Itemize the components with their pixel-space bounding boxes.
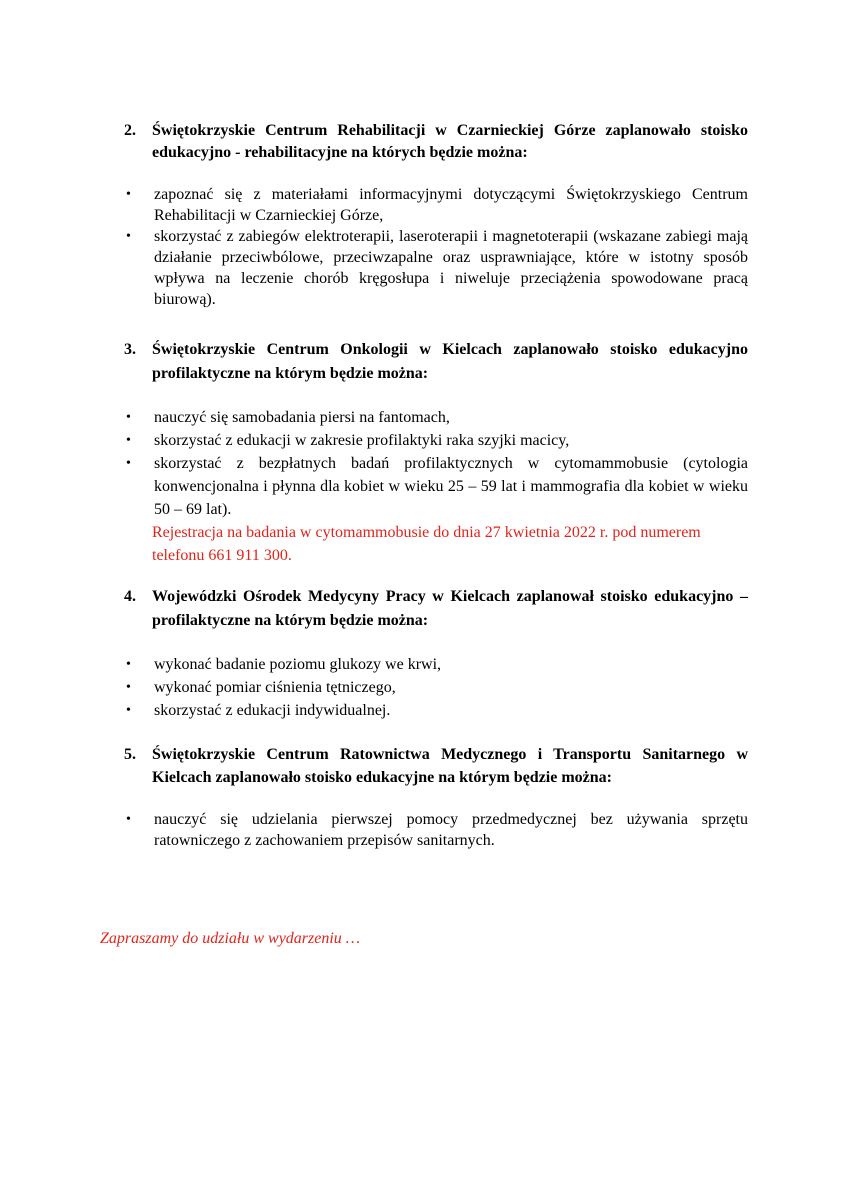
registration-note: Rejestracja na badania w cytomammobusie do dnia 27 kwietnia 2022 r. pod numerem telefonu 661 911 300. bbox=[152, 524, 701, 564]
bullet-icon: • bbox=[126, 410, 131, 425]
bullet-list bbox=[124, 184, 748, 310]
section-heading bbox=[124, 585, 748, 633]
list-item bbox=[124, 406, 748, 429]
list-item bbox=[124, 452, 748, 521]
section-2 bbox=[124, 120, 748, 310]
bullet-icon: • bbox=[126, 433, 131, 448]
bullet-list bbox=[124, 809, 748, 851]
bullet-list bbox=[124, 406, 748, 521]
section-number: 5. bbox=[124, 746, 136, 763]
section-heading bbox=[124, 120, 748, 164]
section-title: Świętokrzyskie Centrum Onkologii w Kielcach zaplanowało stoisko edukacyjno profilaktyczne na którym będzie można: bbox=[152, 341, 748, 382]
list-item bbox=[124, 184, 748, 226]
section-5 bbox=[124, 743, 748, 851]
bullet-icon: • bbox=[126, 657, 131, 672]
bullet-list bbox=[124, 653, 748, 722]
list-item-text: skorzystać z edukacji w zakresie profilaktyki raka szyjki macicy, bbox=[154, 432, 570, 449]
section-title: Wojewódzki Ośrodek Medycyny Pracy w Kielcach zaplanował stoisko edukacyjno – profilaktyczne na którym będzie można: bbox=[152, 588, 748, 629]
bullet-icon: • bbox=[126, 456, 131, 471]
list-item-text: nauczyć się samobadania piersi na fantomach, bbox=[154, 409, 450, 426]
list-item bbox=[124, 226, 748, 310]
bullet-icon: • bbox=[126, 703, 131, 718]
section-title: Świętokrzyskie Centrum Rehabilitacji w Czarnieckiej Górze zaplanowało stoisko edukacyjno - rehabilitacyjne na których będzie można: bbox=[152, 122, 748, 161]
list-item-text: nauczyć się udzielania pierwszej pomocy przedmedycznej bez używania sprzętu ratowniczego z zachowaniem przepisów sanitarnych. bbox=[154, 811, 748, 849]
bullet-icon: • bbox=[126, 229, 131, 244]
list-item-text: zapoznać się z materiałami informacyjnymi dotyczącymi Świętokrzyskiego Centrum Rehabilitacji w Czarnieckiej Górze, bbox=[154, 186, 748, 224]
section-number: 4. bbox=[124, 588, 136, 605]
list-item-text: wykonać pomiar ciśnienia tętniczego, bbox=[154, 679, 396, 696]
list-item bbox=[124, 809, 748, 851]
section-number: 3. bbox=[124, 341, 136, 358]
section-heading bbox=[124, 743, 748, 789]
list-item bbox=[124, 699, 748, 722]
bullet-icon: • bbox=[126, 187, 131, 202]
bullet-icon: • bbox=[126, 680, 131, 695]
section-3 bbox=[124, 338, 748, 567]
list-item-text: skorzystać z edukacji indywidualnej. bbox=[154, 702, 391, 719]
section-title: Świętokrzyskie Centrum Ratownictwa Medycznego i Transportu Sanitarnego w Kielcach zaplanowało stoisko edukacyjne na którym będzie można: bbox=[152, 746, 748, 786]
section-number: 2. bbox=[124, 122, 136, 139]
list-item-text: skorzystać z zabiegów elektroterapii, laseroterapii i magnetoterapii (wskazane zabiegi mają działanie przeciwbólowe, przeciwzapalne oraz usprawniające, które w istotny sposób wpływa na leczenie chorób kręgosłupa i niweluje przeciążenia spowodowane pracą biurową). bbox=[154, 228, 748, 308]
list-item bbox=[124, 676, 748, 699]
list-item bbox=[124, 429, 748, 452]
list-item-text: wykonać badanie poziomu glukozy we krwi, bbox=[154, 656, 442, 673]
bullet-icon: • bbox=[126, 812, 131, 827]
closing-invitation: Zapraszamy do udziału w wydarzeniu … bbox=[100, 930, 361, 947]
list-item-text: skorzystać z bezpłatnych badań profilaktycznych w cytomammobusie (cytologia konwencjonalna i płynna dla kobiet w wieku 25 – 59 lat i mammografia dla kobiet w wieku 50 – 69 lat). bbox=[154, 455, 748, 518]
section-4 bbox=[124, 585, 748, 722]
list-item bbox=[124, 653, 748, 676]
section-heading bbox=[124, 338, 748, 386]
